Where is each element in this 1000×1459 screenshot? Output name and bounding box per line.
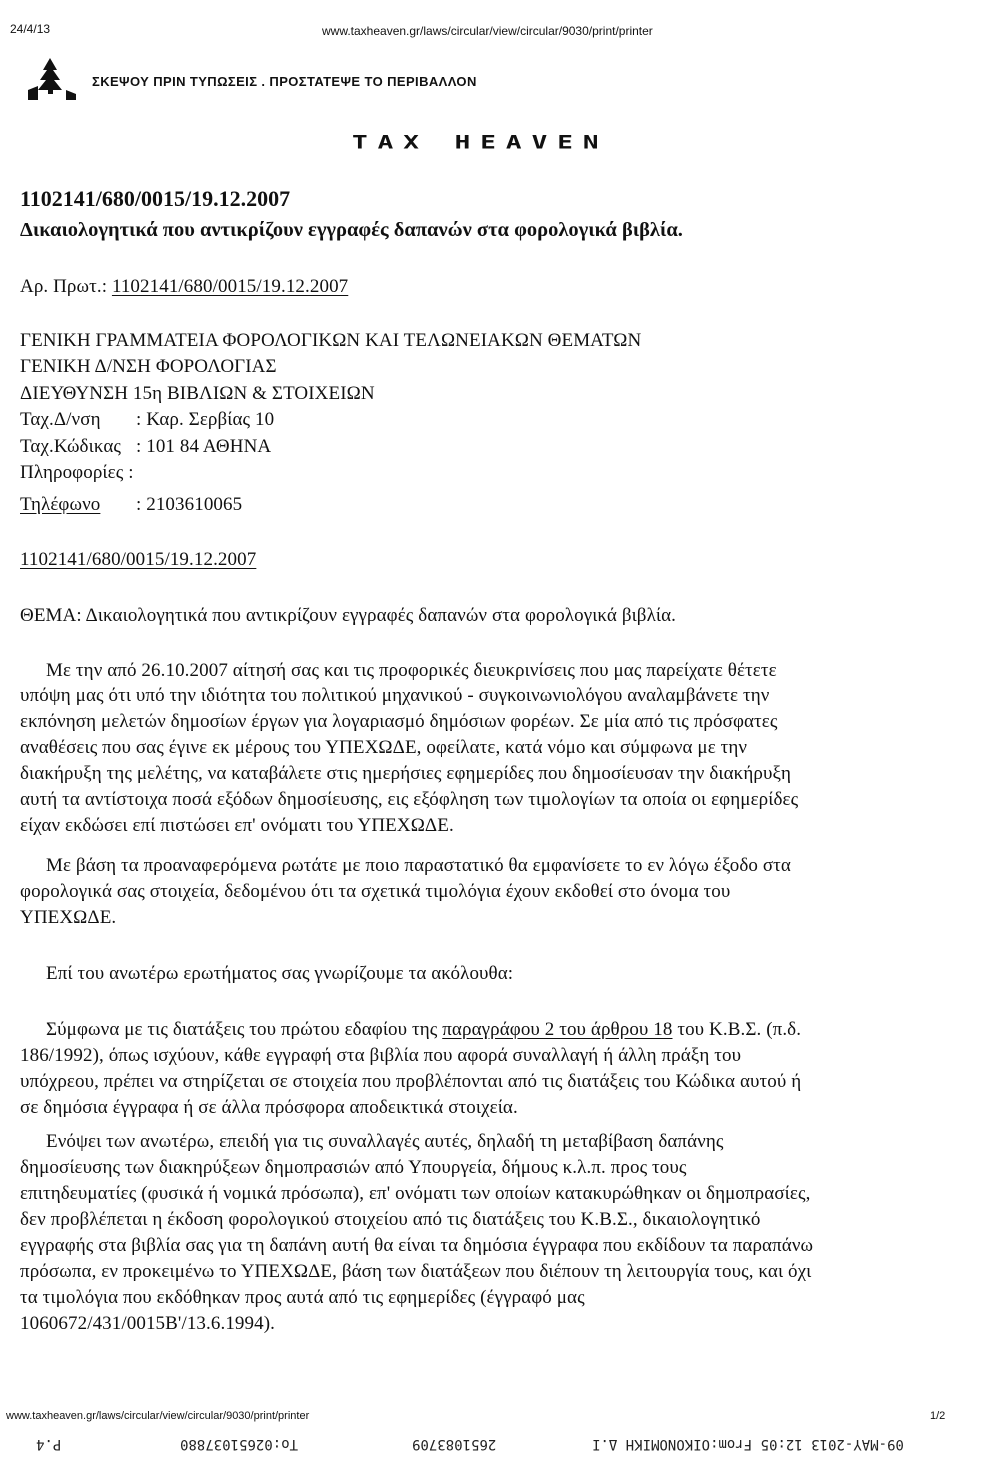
body-line: φορολογικά σας στοιχεία, δεδομένου ότι τα σχετικά τιμολόγια έχουν εκδοθεί στο όνομα του xyxy=(20,881,731,902)
body-line: υπόχρεου, πρέπει να στηρίζεται σε στοιχεία που προβλέπονται από τις διατάξεις του Κώδικα αυτού ή xyxy=(20,1071,802,1092)
protocol-link[interactable]: 1102141/680/0015/19.12.2007 xyxy=(111,276,349,297)
address-value: : Καρ. Σερβίας 10 xyxy=(136,409,275,430)
eco-banner-text: ΣΚΕΨΟΥ ΠΡΙΝ ΤΥΠΩΣΕΙΣ . ΠΡΟΣΤΑΤΕΨΕ ΤΟ ΠΕΡΙΒΑΛΛΟΝ xyxy=(92,74,477,89)
protocol-label: Αρ. Πρωτ.: xyxy=(20,276,108,297)
issuer-line-3: ΔΙΕΥΘΥΝΣΗ 15η ΒΙΒΛΙΩΝ & ΣΤΟΙΧΕΙΩΝ xyxy=(20,383,375,404)
fax-sent-info: 09-MAY-2013 12:05 From:ΟΙΚΟΝΟΜΙΚΗ Δ.Ι xyxy=(592,1436,904,1452)
body-text: του Κ.Β.Σ. (π.δ. xyxy=(672,1019,802,1040)
body-line: υπόψη μας ότι υπό την ιδιότητα του πολιτικού μηχανικού - συγκοινωνιολόγου αναλαμβάνετε την xyxy=(20,685,770,706)
body-line: 186/1992), όπως ισχύουν, κάθε εγγραφή στα βιβλία που αφορά συναλλαγή ή άλλη πράξη του xyxy=(20,1045,742,1066)
body-line: δεν προβλέπεται η έκδοση φορολογικού στοιχείου από τις διατάξεις του Κ.Β.Σ., δικαιολογητικό xyxy=(20,1209,761,1230)
body-line: επιτηδευματίες (φυσικά ή νομικά πρόσωπα), επ' ονόματι των οποίων κατακυρώθηκαν οι δημοπρασίες, xyxy=(20,1183,811,1204)
law-article-link[interactable]: παραγράφου 2 του άρθρου 18 xyxy=(442,1019,673,1040)
issuer-line-1: ΓΕΝΙΚΗ ΓΡΑΜΜΑΤΕΙΑ ΦΟΡΟΛΟΓΙΚΩΝ ΚΑΙ ΤΕΛΩΝΕΙΑΚΩΝ ΘΕΜΑΤΩΝ xyxy=(20,330,642,351)
issuer-line-2: ΓΕΝΙΚΗ Δ/ΝΣΗ ΦΟΡΟΛΟΓΙΑΣ xyxy=(20,356,277,377)
address-label: Ταχ.Δ/νση xyxy=(20,409,101,430)
body-line: ΥΠΕΧΩΔΕ. xyxy=(20,907,117,928)
fax-to-number: To:02651037880 xyxy=(180,1436,299,1452)
phone-label: Τηλέφωνο xyxy=(20,494,101,515)
body-line: 1060672/431/0015Β'/13.6.1994). xyxy=(20,1313,276,1334)
body-line: δημοσίευσης των διακηρύξεων δημοπρασιών από Υπουργεία, δήμους κ.λ.π. προς τους xyxy=(20,1157,687,1178)
protocol-row xyxy=(20,276,348,298)
recycle-tree-icon xyxy=(26,56,76,100)
print-date: 24/4/13 xyxy=(10,22,51,36)
footer-url[interactable]: www.taxheaven.gr/laws/circular/view/circular/9030/print/printer xyxy=(6,1410,310,1422)
reference-link[interactable]: 1102141/680/0015/19.12.2007 xyxy=(20,549,257,570)
body-line: Ενόψει των ανωτέρω, επειδή για τις συναλλαγές αυτές, δηλαδή τη μεταβίβαση δαπάνης xyxy=(46,1131,724,1152)
body-line: αυτή τα αντίστοιχα ποσά εξόδων δημοσίευσης, εις εξόφληση των τιμολογίων τα οποία οι εφημερίδες xyxy=(20,789,799,810)
postcode-value: : 101 84 ΑΘΗΝΑ xyxy=(136,436,272,457)
body-line: διακήρυξη της μελέτης, να καταβάλετε στις ημερήσιες εφημερίδες που δημοσίευσαν την διακήρυξη xyxy=(20,763,792,784)
body-line: Με την από 26.10.2007 αίτησή σας και τις προφορικές διευκρινίσεις που μας παρείχατε θέτετε xyxy=(46,660,777,681)
body-line: είχαν εκδώσει επί πιστώσει επ' ονόματι του ΥΠΕΧΩΔΕ. xyxy=(20,815,454,836)
body-line: τα τιμολόγια που εκδόθηκαν προς αυτά από τις εφημερίδες (έγγραφό μας xyxy=(20,1287,585,1308)
postcode-label: Ταχ.Κώδικας xyxy=(20,436,122,457)
doc-subject: Δικαιολογητικά που αντικρίζουν εγγραφές δαπανών στα φορολογικά βιβλία. xyxy=(20,219,683,241)
body-line: πρόσωπα, εν προκειμένω το ΥΠΕΧΩΔΕ, βάση των διατάξεων που διέπουν τη λειτουργία τους, και όχι xyxy=(20,1261,812,1282)
body-line-with-link xyxy=(46,1019,801,1041)
footer-page-number: 1/2 xyxy=(930,1410,946,1422)
body-line: Επί του ανωτέρω ερωτήματος σας γνωρίζουμε τα ακόλουθα: xyxy=(46,963,514,984)
print-url[interactable]: www.taxheaven.gr/laws/circular/view/circular/9030/print/printer xyxy=(322,24,653,38)
body-text: Σύμφωνα με τις διατάξεις του πρώτου εδαφίου της xyxy=(46,1019,443,1040)
body-line: Με βάση τα προαναφερόμενα ρωτάτε με ποιο παραστατικό θα εμφανίσετε το εν λόγω έξοδο στα xyxy=(46,855,791,876)
body-line: εκπόνηση μελετών δημοσίων έργων για λογαριασμό δημόσιων φορέων. Σε μία από τις πρόσφατες xyxy=(20,711,778,732)
info-label: Πληροφορίες : xyxy=(20,462,134,483)
fax-page-number: P.4 xyxy=(36,1436,62,1452)
fax-from-number: 2651083709 xyxy=(412,1436,497,1452)
tax-heaven-logo: TAX HEAVEN xyxy=(352,132,609,154)
body-line: εγγραφής στα βιβλία σας για τη δαπάνη αυτή θα είναι τα δημόσια έγγραφα που εκδίδουν τα παραπάνω xyxy=(20,1235,814,1256)
phone-value: : 2103610065 xyxy=(136,494,243,515)
doc-number: 1102141/680/0015/19.12.2007 xyxy=(20,186,291,211)
body-line: σε δημόσια έγγραφα ή σε άλλα πρόσφορα αποδεικτικά στοιχεία. xyxy=(20,1097,518,1118)
theme-line: ΘΕΜΑ: Δικαιολογητικά που αντικρίζουν εγγραφές δαπανών στα φορολογικά βιβλία. xyxy=(20,605,677,626)
body-line: αναθέσεις που σας έγινε εκ μέρους του ΥΠΕΧΩΔΕ, οφείλατε, κατά νόμο και σύμφωνα με την xyxy=(20,737,748,758)
